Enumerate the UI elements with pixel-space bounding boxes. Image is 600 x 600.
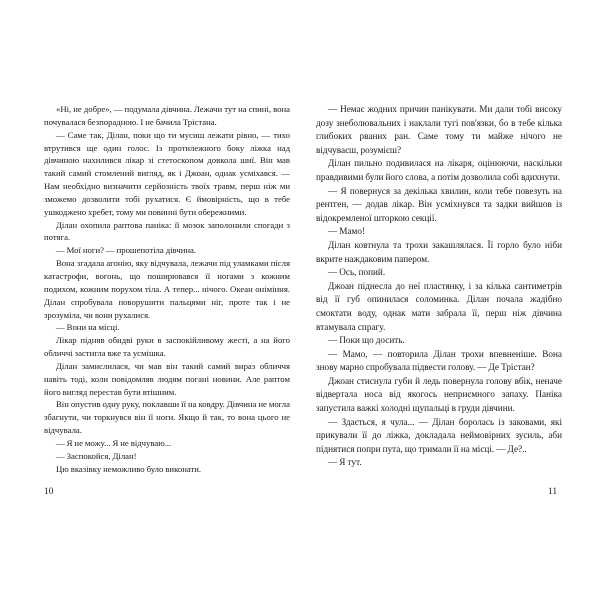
paragraph: — Немає жодних причин панікувати. Ми дали тобі високу дозу знеболювальних і наклали тугі пов'язки, бо в тебе кілька глибоких рваних ран. Саме тому ти майже нічого не відчуваєш, розумієш? — [316, 104, 562, 155]
paragraph: — Вони на місці. — [56, 322, 120, 333]
paragraph: — Здається, я чула... — Ділан боролась із заковами, які прикували її до ліжка, докладала неймовірних зусиль, аби піднятися попри пута, що тримали її на місці. — Де?.. — [316, 416, 562, 454]
paragraph: Ділан пильно подивилася на лікаря, оцінюючи, наскільки правдивими були його слова, а потім дозволила собі вдихнути. — [316, 158, 562, 182]
paragraph: — Ось, попий. — [328, 267, 386, 278]
paragraph: — Мамо! — [328, 226, 365, 237]
paragraph: — Я тут. — [328, 457, 362, 468]
paragraph: Джоан піднесла до неї пластянку, і за кілька сантиметрів від її губ опинилася соломинка. Ділан почала жадібно смоктати воду, однак мати забрала її, перш ніж дівчина втамувала спрагу. — [316, 280, 562, 332]
paragraph: Ділан ковтнула та трохи закашлялася. Її горло було ніби вкрите наждаковим папером. — [316, 239, 562, 264]
paragraph: — Заспокойся, Ділан! — [56, 450, 137, 461]
paragraph: — Я не можу... Я не відчуваю... — [56, 437, 172, 448]
page-number-left: 10 — [44, 487, 54, 497]
paragraph: — Мої ноги? — прошепотіла дівчина. — [56, 245, 197, 256]
paragraph: Ділан замислилася, чи мав він такий самий вираз обличчя навіть тоді, коли повідомляв людям погані новини. Але раптом його вигляд перестав бути втішним. — [44, 360, 290, 397]
paragraph: Він опустив одну руку, поклавши її на ковдру. Дівчина не могла збагнути, чи торкнувся він її ноги. Якщо й так, то вона цього не відчувала. — [44, 399, 290, 436]
paragraph: Ділан охопила раптова паніка: її мозок заполонили спогади з потяга. — [44, 219, 290, 243]
paragraph: Вона згадала агонію, яку відчувала, лежачи під уламками після катастрофи, вогонь, що поширювався її ногами з кожним подихом, кожним порухом тіла. А тепер... нічого. Океан оніміння. Ділан спробувала поворушити пальцями ніг, проте так і не зрозуміла, чи вони рухалися. — [44, 258, 290, 320]
left-page-text — [44, 103, 290, 475]
paragraph: Джоан стиснула губи й ледь повернула голову вбік, неначе відвертала носа від якогось неприємного запаху. Паніка запустила важкі холодні щупальці в груди дівчини. — [316, 375, 562, 414]
paragraph: «Ні, не добре», — подумала дівчина. Лежачи тут на спині, вона почувалася безпорадною. І не бачила Трістана. — [44, 104, 290, 127]
right-page-text — [316, 103, 562, 470]
paragraph: — Мамо, — повторила Ділан трохи впевненіше. Вона знову марно спробувала підвести голову. — Де Трістан? — [316, 348, 562, 373]
paragraph: — Я повернуся за декілька хвилин, коли тебе повезуть на рентген, — додав лікар. Він усміхнувся та задки вийшов із відокремленої шторкою секції. — [316, 185, 562, 223]
paragraph: Лікар підняв обидві руки в заспокійливому жесті, а на його обличчі застигла вже та усмішка. — [44, 335, 290, 359]
paragraph: — Поки що досить. — [328, 335, 405, 346]
paragraph: Цю вказівку неможливо було виконати. — [56, 463, 202, 474]
right-page — [316, 103, 562, 470]
left-page — [44, 103, 290, 475]
paragraph: — Саме так, Ділан, поки що ти мусиш лежати рівно, — тихо втрутився ще один голос. Із протилежного боку ліжка над дівчиною нахилився лікар зі стетоскопом довкола шиї. Він мав такий самий стомлений вигляд, як і Джоан, однак усміхався. — Нам необхідно визначити серйозність твоїх травм, перш ніж ми зможемо дозволити тобі рухатися. Є ймовірність, що в тебе ушкоджено хребет, тому ми повинні бути обережними. — [44, 129, 290, 217]
page-number-right: 11 — [548, 487, 558, 497]
